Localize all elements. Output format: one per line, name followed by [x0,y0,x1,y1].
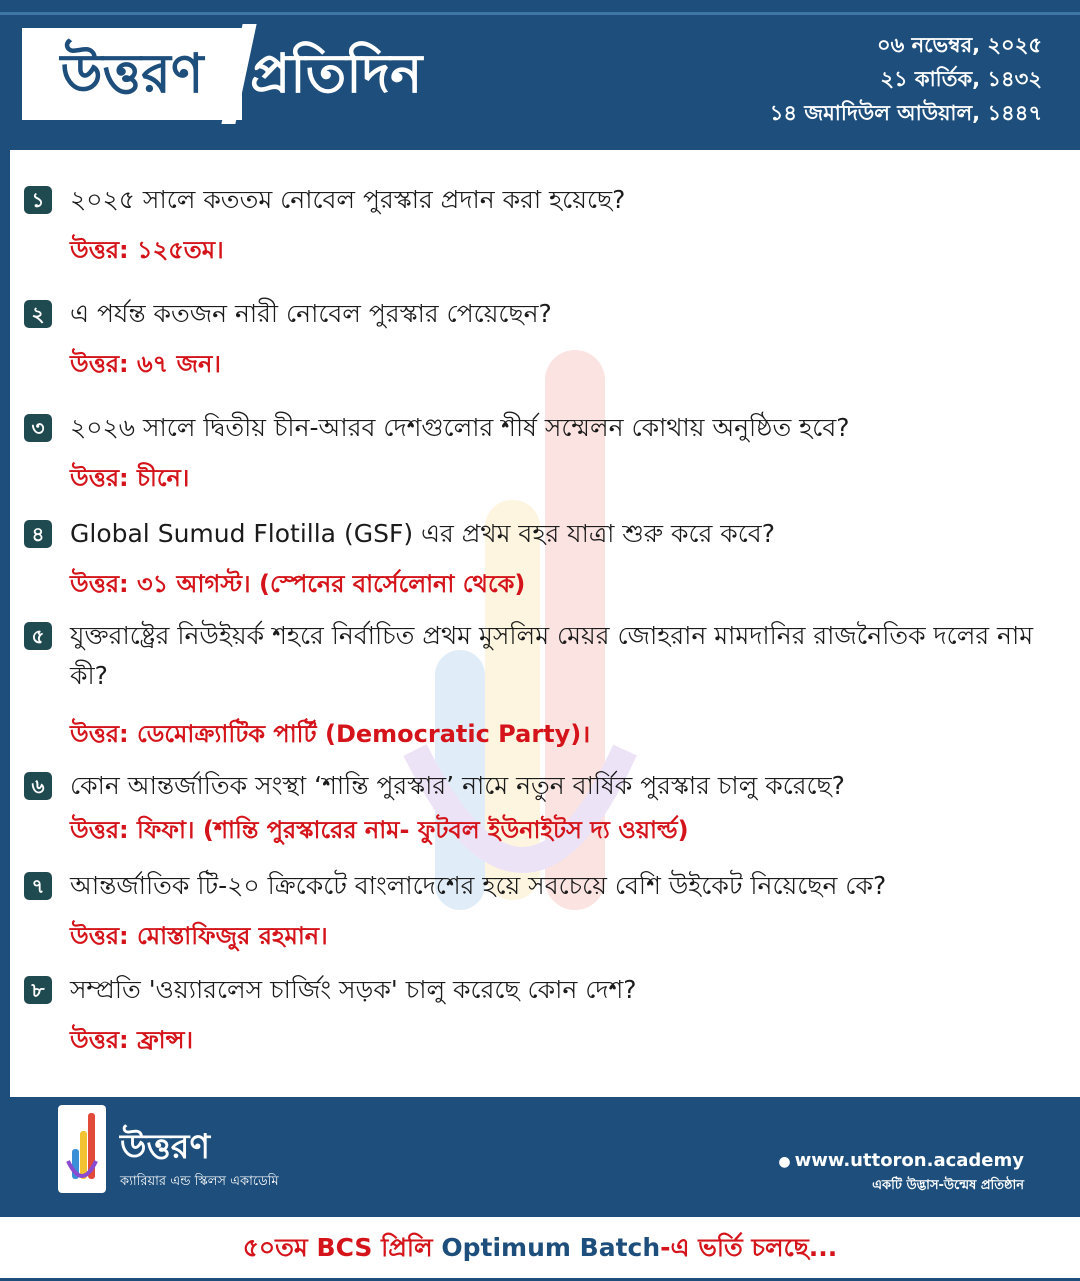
question-text: এ পর্যন্ত কতজন নারী নোবেল পুরস্কার পেয়েছেন? [70,299,552,328]
question-number: ৭ [24,872,52,900]
footer-brand-name: উত্তরণ [120,1127,211,1167]
website-url: www.uttoron.academy [794,1150,1024,1171]
question-number: ৫ [24,622,52,650]
date-gregorian: ০৬ নভেম্বর, ২০২৫ [876,33,1042,57]
footer-subtitle: একটি উদ্ভাস-উন্মেষ প্রতিষ্ঠান [872,1178,1024,1193]
answer-text: উত্তর: ফিফা। (শান্তি পুরস্কারের নাম- ফুটবল ইউনাইটস দ্য ওয়ার্ল্ড) [70,816,689,844]
question-number: ২ [24,300,52,328]
website-link[interactable] [778,1149,1024,1174]
answer-text: উত্তর: ১২৫তম। [70,236,224,264]
footer [0,1097,1080,1217]
content-panel [10,150,1080,1097]
date-hijri: ১৪ জমাদিউল আউয়াল, ১৪৪৭ [769,101,1042,125]
question-text: আন্তর্জাতিক টি-২০ ক্রিকেটে বাংলাদেশের হয়ে সবচেয়ে বেশি উইকেট নিয়েছেন কে? [70,871,887,900]
question-number: ৩ [24,414,52,442]
date-block [770,28,1042,130]
answer-text: উত্তর: চীনে। [70,464,190,492]
admission-banner [0,1217,1080,1278]
banner-part-1: ৫০তম BCS প্রিলি [242,1233,442,1262]
question-number: ১ [24,186,52,214]
header-rule [0,12,1080,15]
date-bengali: ২১ কার্তিক, ১৪৩২ [880,67,1042,91]
footer-logo-icon [58,1105,106,1193]
question-number: ৬ [24,772,52,800]
footer-logo-mark [58,1105,106,1193]
question-text: ২০২৫ সালে কততম নোবেল পুরস্কার প্রদান করা হয়েছে? [70,185,626,214]
answer-text: উত্তর: মোস্তাফিজুর রহমান। [70,922,328,950]
answer-text: উত্তর: ডেমোক্র্যাটিক পার্টি (Democratic Party)। [70,720,591,748]
question-text: Global Sumud Flotilla (GSF) এর প্রথম বহর যাত্রা শুরু করে কবে? [70,519,775,548]
question-text: ২০২৬ সালে দ্বিতীয় চীন-আরব দেশগুলোর শীর্ষ সম্মেলন কোথায় অনুষ্ঠিত হবে? [70,413,850,442]
globe-icon: ● [778,1154,791,1170]
banner-part-3: -এ ভর্তি চলছে... [660,1233,838,1262]
brand-logo-right: প্রতিদিন [250,42,423,105]
answer-text: উত্তর: ৬৭ জন। [70,350,221,378]
question-number: ৪ [24,520,52,548]
footer-tagline: ক্যারিয়ার এন্ড স্কিলস একাডেমি [120,1174,279,1189]
brand-logo-left: উত্তরণ [22,28,242,120]
question-number: ৮ [24,976,52,1004]
question-text: কোন আন্তর্জাতিক সংস্থা ‘শান্তি পুরস্কার’ নামে নতুন বার্ষিক পুরস্কার চালু করেছে? [70,771,845,800]
header [0,0,1080,150]
question-text: সম্প্রতি 'ওয়্যারলেস চার্জিং সড়ক' চালু করেছে কোন দেশ? [70,975,637,1004]
question-text: যুক্তরাষ্ট্রের নিউইয়র্ক শহরে নির্বাচিত প্রথম মুসলিম মেয়র জোহরান মামদানির রাজনৈতিক দলের নাম কী? [70,621,1034,690]
banner-part-2: Optimum Batch [441,1233,661,1262]
answer-text: উত্তর: ৩১ আগস্ট। (স্পেনের বার্সেলোনা থেকে) [70,570,526,598]
answer-text: উত্তর: ফ্রান্স। [70,1026,194,1054]
